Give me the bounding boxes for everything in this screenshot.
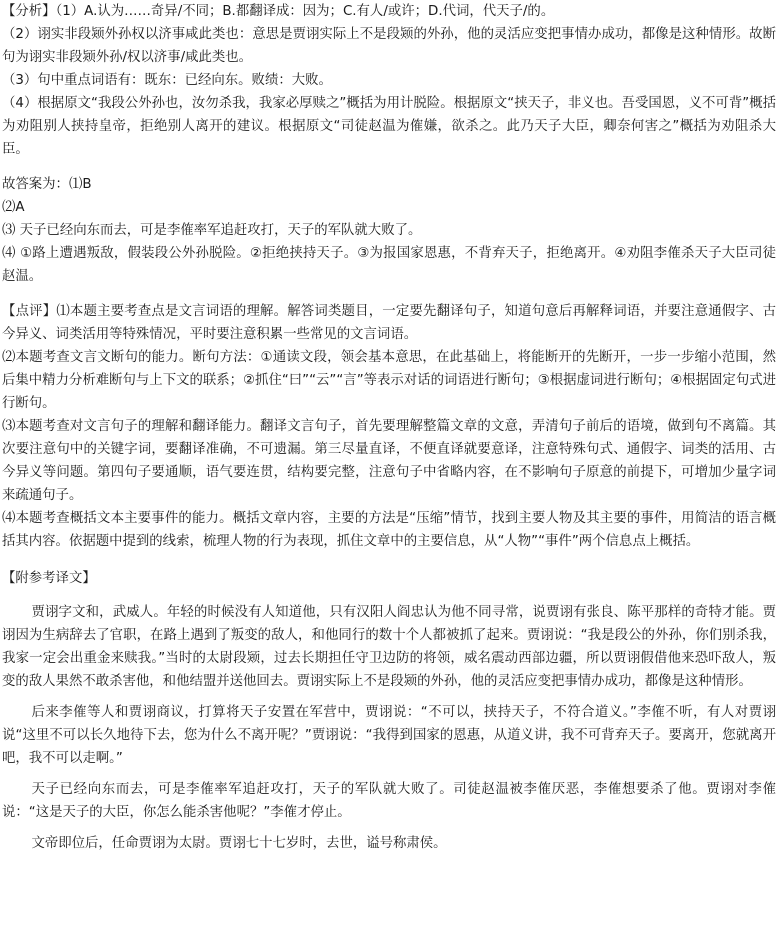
answer-section xyxy=(2,173,776,288)
answer-line: 故答案为：⑴B xyxy=(2,177,92,192)
section-spacer xyxy=(2,161,776,173)
section-spacer xyxy=(2,553,776,567)
translation-paragraph: 后来李傕等人和贾诩商议，打算将天子安置在军营中，贾诩说：“不可以，挟持天子，不符合道义。”李傕不听，有人对贾诩说“这里不可以长久地待下去，您为什么不离开呢？”贾诩说：“我得到国家的恩惠，从道义讲，我不可背弃天子。要离开，您就离开吧，我不可以走啊。” xyxy=(2,705,776,766)
section-spacer xyxy=(2,288,776,300)
analysis-section xyxy=(2,0,776,161)
analysis-line: （4）根据原文“我段公外孙也，汝勿杀我，我家必厚赎之”概括为用计脱险。根据原文“挟天子，非义也。吾受国恩，义不可背”概括为劝阻别人挟持皇帝，拒绝别人离开的建议。根据原文“司徒赵温为傕嫌，欲杀之。此乃天子大臣，卿奈何害之”概括为劝阻杀大臣。 xyxy=(2,96,776,157)
translation-section xyxy=(2,567,776,855)
answer-line: ⑶ 天子已经向东而去，可是李傕率军追赶攻打，天子的军队就大败了。 xyxy=(2,223,422,238)
analysis-line: （3）句中重点词语有：既东：已经向东。败绩：大败。 xyxy=(2,73,332,88)
analysis-line: （2）诩实非段颎外孙权以济事咸此类也：意思是贾诩实际上不是段颎的外孙，他的灵活应变把事情办成功，都像是这种情形。故断句为诩实非段颎外孙/权以济事/咸此类也。 xyxy=(2,27,776,65)
translation-paragraph: 文帝即位后，任命贾诩为太尉。贾诩七十七岁时，去世，谥号称肃侯。 xyxy=(31,836,447,851)
comment-line: ⑷本题考查概括文本主要事件的能力。概括文章内容，主要的方法是“压缩”情节，找到主要人物及其主要的事件，用简洁的语言概括其内容。依据题中提到的线索，梳理人物的行为表现，抓住文章中的主要信息，从“人物”“事件”两个信息点上概括。 xyxy=(2,511,776,549)
answer-line: ⑵A xyxy=(2,200,25,215)
comment-line: ⑵本题考查文言文断句的能力。断句方法：①通读文段，领会基本意思，在此基础上，将能断开的先断开，一步一步缩小范围，然后集中精力分析难断句与上下文的联系；②抓住“曰”“云”“言”等表示对话的词语进行断句；③根据虚词进行断句；④根据固定句式进行断句。 xyxy=(2,350,776,411)
comment-line: 【点评】⑴本题主要考查点是文言词语的理解。解答词类题目，一定要先翻译句子，知道句意后再解释词语，并要注意通假字、古今异义、词类活用等特殊情况，平时要注意积累一些常见的文言词语。 xyxy=(2,304,776,342)
heading-spacer xyxy=(2,590,776,601)
comment-line: ⑶本题考查对文言句子的理解和翻译能力。翻译文言句子，首先要理解整篇文章的文意，弄清句子前后的语境，做到句不离篇。其次要注意句中的关键字词，要翻译准确，不可遗漏。第三尽量直译，不便直译就要意译，注意特殊句式、通假字、词类的活用、古今异义等问题。第四句子要通顺，语气要连贯，结构要完整，注意句子中省略内容，在不影响句子原意的前提下，可增加少量字词来疏通句子。 xyxy=(2,419,776,503)
analysis-line: 【分析】（1）A.认为……奇异/不同；B.都翻译成：因为；C.有人/或许；D.代词，代天子/的。 xyxy=(2,4,555,19)
translation-paragraph: 贾诩字文和，武威人。年轻的时候没有人知道他，只有汉阳人阎忠认为他不同寻常，说贾诩有张良、陈平那样的奇特才能。贾诩因为生病辞去了官职，在路上遇到了叛变的敌人，和他同行的数十个人都被抓了起来。贾诩说：“我是段公的外孙，你们别杀我，我家一定会出重金来赎我。”当时的太尉段颎，过去长期担任守卫边防的将领，威名震动西部边疆，所以贾诩假借他来恐吓敌人，叛变的敌人果然不敢杀害他，和他结盟并送他回去。贾诩实际上不是段颎的外孙，他的灵活应变把事情办成功，都像是这种情形。 xyxy=(2,605,776,689)
translation-heading: 【附参考译文】 xyxy=(2,571,96,586)
translation-paragraph: 天子已经向东而去，可是李傕率军追赶攻打，天子的军队就大败了。司徒赵温被李傕厌恶，李傕想要杀了他。贾诩对李傕说：“这是天子的大臣，你怎么能杀害他呢？”李傕才停止。 xyxy=(2,782,776,820)
answer-line: ⑷ ①路上遭遇叛敌，假装段公外孙脱险。②拒绝挟持天子。③为报国家恩惠，不背弃天子，拒绝离开。④劝阻李傕杀天子大臣司徒赵温。 xyxy=(2,246,776,284)
comment-section xyxy=(2,300,776,553)
